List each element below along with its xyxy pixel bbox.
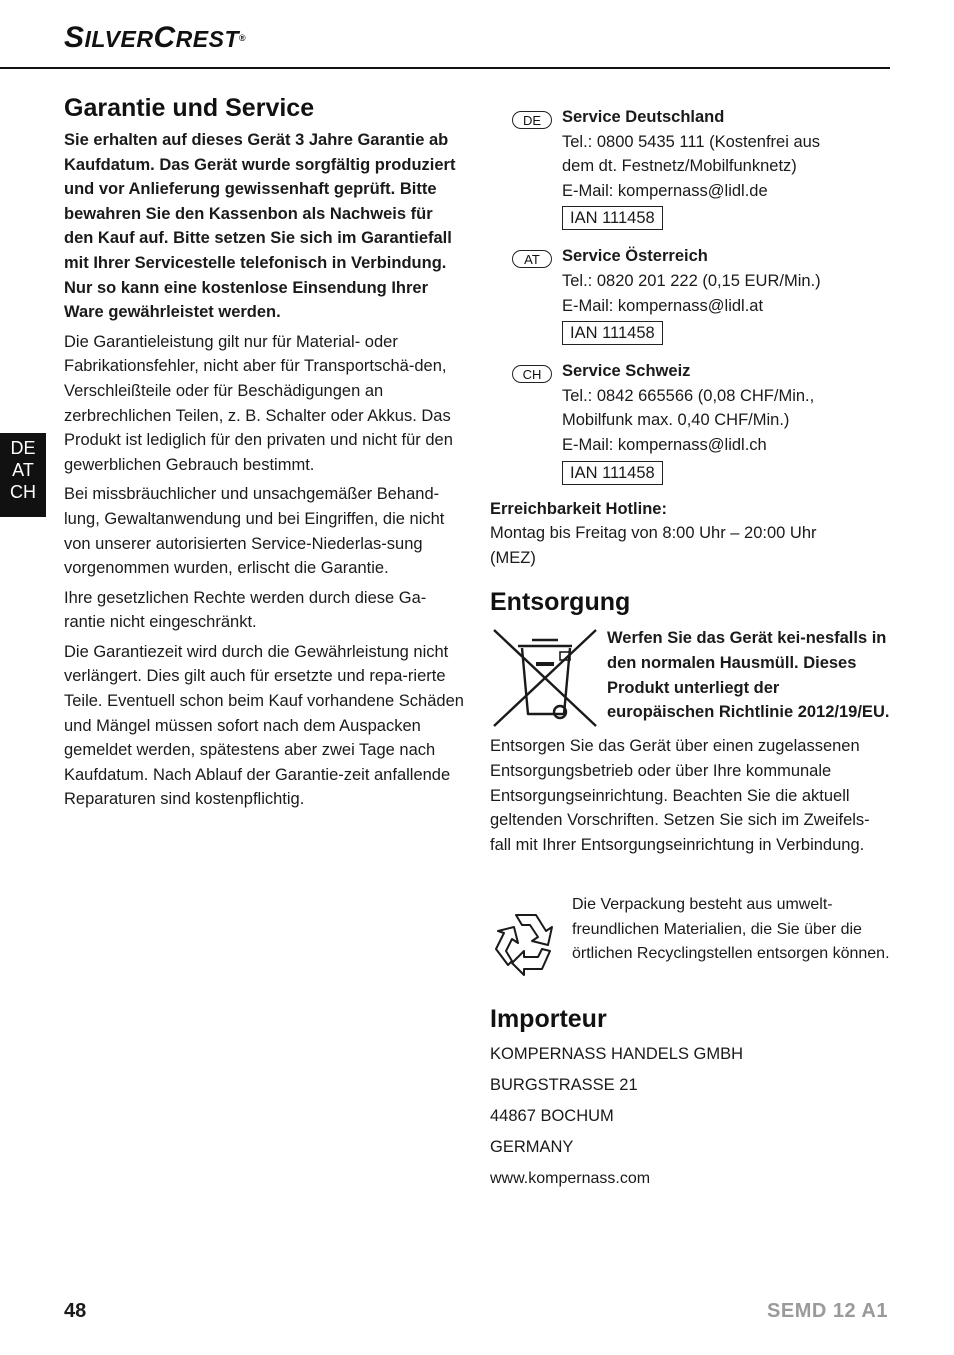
hotline-timezone: (MEZ) (490, 548, 536, 567)
importer-company: KOMPERNASS HANDELS GMBH (490, 1045, 744, 1064)
disposal-heading: Entsorgung (490, 588, 631, 617)
disposal-warning-text: Werfen Sie das Gerät kei-nesfalls in den normalen Hausmüll. Dieses Produkt unterliegt der europäischen Richtlinie 2012/19/EU. (607, 629, 890, 722)
language-de: DE (10, 438, 36, 458)
page-number: 48 (64, 1300, 87, 1322)
importer-heading: Importeur (490, 1005, 607, 1034)
service-entry-ch (490, 359, 890, 484)
header-rule (0, 67, 890, 69)
service-line: Tel.: 0820 201 222 (0,15 EUR/Min.) (562, 271, 821, 290)
logo-letter-s: S (64, 21, 85, 54)
country-badge: CH (512, 365, 552, 383)
language-at: AT (12, 460, 34, 480)
service-title: Service Schweiz (562, 362, 691, 381)
model-number: SEMD 12 A1 (767, 1300, 888, 1322)
warranty-paragraph: Die Garantiezeit wird durch die Gewährleistung nicht verlängert. Dies gilt auch für ersetzte und repa-rierte Teile. Eventuell schon beim Kauf vorhandene Schäden und Mängel müssen sofort nach dem Auspacken gemeldet werden, spätestens aber zwei Tage nach Kaufdatum. Nach Ablauf der Garantie-zeit anfallende Reparaturen sind kostenpflichtig. (64, 642, 464, 809)
service-column (490, 105, 890, 1195)
service-entry-de (490, 105, 890, 230)
hotline-block (490, 497, 890, 571)
packaging-note (490, 893, 890, 981)
importer-street: BURGSTRASSE 21 (490, 1076, 638, 1095)
logo-ilver: ILVER (84, 26, 154, 52)
disposal-text: Entsorgen Sie das Gerät über einen zugelassenen Entsorgungsbetrieb oder über Ihre kommunale Entsorgungseinrichtung. Beachten Sie die aktuell geltenden Vorschriften. Setzen Sie sich im Zweifels-fall mit Ihrer Entsorgungseinrichtung in Verbindung. (490, 737, 870, 854)
importer-city: 44867 BOCHUM (490, 1107, 614, 1126)
warranty-intro: Sie erhalten auf dieses Gerät 3 Jahre Garantie ab Kaufdatum. Das Gerät wurde sorgfältig produziert und vor Anlieferung gewissenhaft geprüft. Bitte bewahren Sie den Kassenbon als Nachweis für den Kauf auf. Bitte setzen Sie sich im Garantiefall mit Ihrer Servicestelle telefonisch in Verbindung. Nur so kann eine kostenlose Einsendung Ihrer Ware gewährleistet werden. (64, 131, 456, 322)
ian-box: IAN 111458 (562, 206, 663, 230)
warranty-paragraph: Bei missbräuchlicher und unsachgemäßer Behand-lung, Gewaltanwendung und bei Eingriffen, die nicht von unserer autorisierten Service-Niederlas-sung vorgenommen wurden, erlischt die Garantie. (64, 485, 445, 578)
importer-country: GERMANY (490, 1138, 574, 1157)
logo-letter-c: C (153, 21, 176, 54)
service-title: Service Deutschland (562, 108, 725, 126)
service-email: E-Mail: kompernass@lidl.at (562, 296, 764, 315)
service-email: E-Mail: kompernass@lidl.ch (562, 435, 767, 454)
service-title: Service Österreich (562, 247, 708, 266)
service-entry-at (490, 244, 890, 345)
service-line: dem dt. Festnetz/Mobilfunknetz) (562, 157, 797, 176)
recycling-arrows-icon (490, 905, 566, 981)
language-ch: CH (10, 482, 36, 502)
logo-rest: REST (175, 26, 239, 52)
service-line: Tel.: 0842 665566 (0,08 CHF/Min., (562, 386, 815, 405)
hotline-hours: Montag bis Freitag von 8:00 Uhr – 20:00 Uhr (490, 524, 817, 543)
ian-box: IAN 111458 (562, 321, 663, 345)
country-badge: AT (512, 250, 552, 268)
importer-website: www.kompernass.com (490, 1170, 651, 1188)
disposal-warning (490, 626, 890, 730)
crossed-out-wheelie-bin-icon (490, 626, 600, 730)
country-badge: DE (512, 111, 552, 129)
service-line: Mobilfunk max. 0,40 CHF/Min.) (562, 411, 790, 430)
service-line: Tel.: 0800 5435 111 (Kostenfrei aus (562, 132, 821, 151)
warranty-section (64, 92, 464, 812)
hotline-label: Erreichbarkeit Hotline: (490, 499, 667, 518)
service-email: E-Mail: kompernass@lidl.de (562, 181, 768, 200)
language-tab (0, 433, 46, 517)
warranty-paragraph: Ihre gesetzlichen Rechte werden durch diese Ga-rantie nicht eingeschränkt. (64, 588, 427, 632)
registered-mark: ® (239, 33, 247, 43)
ian-box: IAN 111458 (562, 461, 663, 485)
silvercrest-logo (64, 22, 246, 55)
warranty-paragraph: Die Garantieleistung gilt nur für Material- oder Fabrikationsfehler, nicht aber für Transportschä-den, Verschleißteile oder für Beschädigungen an zerbrechlichen Teilen, z. B. Schalter oder Akkus. Das Produkt ist lediglich für den privaten und nicht für den gewerblichen Gebrauch bestimmt. (64, 332, 453, 474)
warranty-heading: Garantie und Service (64, 94, 315, 122)
packaging-text: Die Verpackung besteht aus umwelt-freundlichen Materialien, die Sie über die örtlichen Recyclingstellen entsorgen können. (572, 896, 890, 963)
